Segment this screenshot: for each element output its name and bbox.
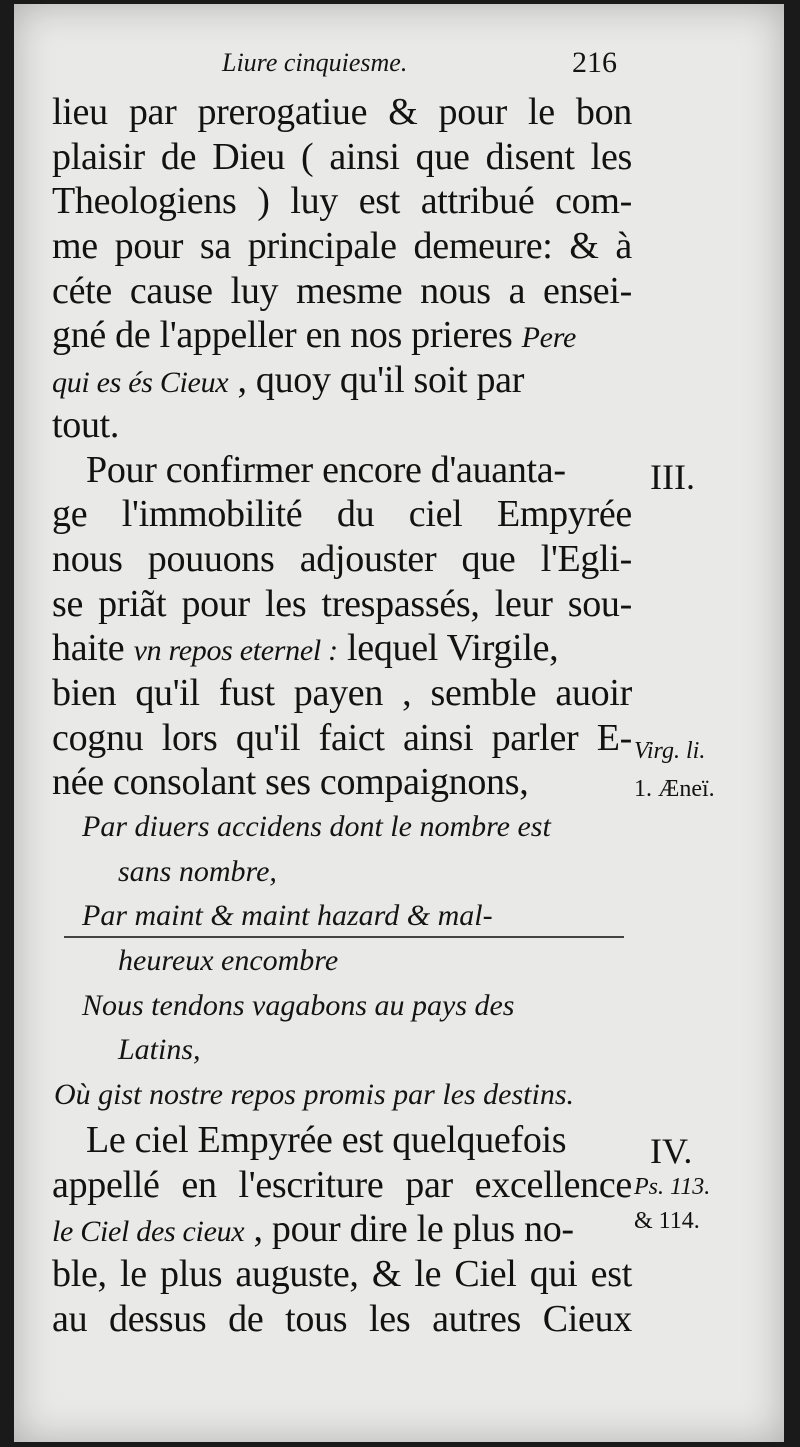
text-span: lequel Virgile, xyxy=(347,627,559,670)
text-line: ble, le plus auguste, & le Ciel qui est xyxy=(52,1252,632,1295)
print-rule xyxy=(64,936,624,938)
text-line: me pour sa principale demeure: & à xyxy=(52,225,632,268)
text-line: se priãt pour les trespassés, leur sou- xyxy=(52,582,632,625)
text-span: , pour dire le plus no- xyxy=(253,1208,574,1251)
margin-note-section-4: IV. xyxy=(650,1131,693,1171)
text-line: au dessus de tous les autres Cieux xyxy=(52,1297,632,1340)
text-line: cognu lors qu'il faict ainsi parler E- xyxy=(52,716,632,759)
verse-line: Nous tendons vagabons au pays des xyxy=(82,988,515,1022)
italic-span: qui es és Cieux xyxy=(52,366,229,400)
text-line: Pour confirmer encore d'auanta- xyxy=(86,448,566,491)
verse-line: Latins, xyxy=(118,1033,201,1067)
text-line: nous pouuons adjouster que l'Egli- xyxy=(52,537,632,580)
text-line: ge l'immobilité du ciel Empyrée xyxy=(52,493,632,536)
text-line: Le ciel Empyrée est quelquefois xyxy=(86,1118,567,1161)
verse-line: heureux encombre xyxy=(118,944,339,978)
text-line: lieu par prerogatiue & pour le bon xyxy=(52,91,632,133)
text-span: haite xyxy=(52,627,125,670)
margin-note-section-3: III. xyxy=(650,457,695,497)
main-text xyxy=(52,90,632,1341)
text-span: gné de l'appeller en nos prieres xyxy=(52,314,513,357)
page-number: 216 xyxy=(572,46,617,79)
verse-line: Par diuers accidens dont le nombre est xyxy=(82,810,551,843)
text-line: appellé en l'escriture par excellence xyxy=(52,1163,632,1206)
margin-note-virgil: 1. Æneï. xyxy=(634,776,715,802)
running-head xyxy=(0,48,800,88)
verse-line: Où gist nostre repos promis par les destins. xyxy=(54,1078,575,1112)
text-line: Theologiens ) luy est attribué com- xyxy=(52,180,632,223)
text-line: tout. xyxy=(52,403,120,446)
italic-span: Pere xyxy=(521,321,576,355)
text-line xyxy=(52,313,632,358)
verse-line: sans nombre, xyxy=(118,854,277,888)
running-head-title: Liure cinquiesme. xyxy=(222,48,408,77)
verse-line: Par maint & maint hazard & mal- xyxy=(82,899,493,933)
italic-span: vn repos eternel : xyxy=(133,634,338,668)
text-line: bien qu'il fust payen , semble auoir xyxy=(52,671,632,714)
margin-note-virgil: Virg. li. xyxy=(634,738,706,764)
margin-note-psalm: Ps. 113. xyxy=(634,1174,711,1200)
text-span: , quoy qu'il soit par xyxy=(237,359,525,402)
text-line: plaisir de Dieu ( ainsi que disent les xyxy=(52,135,632,178)
text-line: céte cause luy mesme nous a ensei- xyxy=(52,269,632,312)
text-line xyxy=(52,626,632,671)
text-line xyxy=(52,1207,632,1252)
text-line: née consolant ses compaignons, xyxy=(52,761,529,804)
italic-span: le Ciel des cieux xyxy=(52,1215,245,1249)
margin-note-psalm: & 114. xyxy=(634,1208,700,1234)
text-line xyxy=(52,358,632,403)
